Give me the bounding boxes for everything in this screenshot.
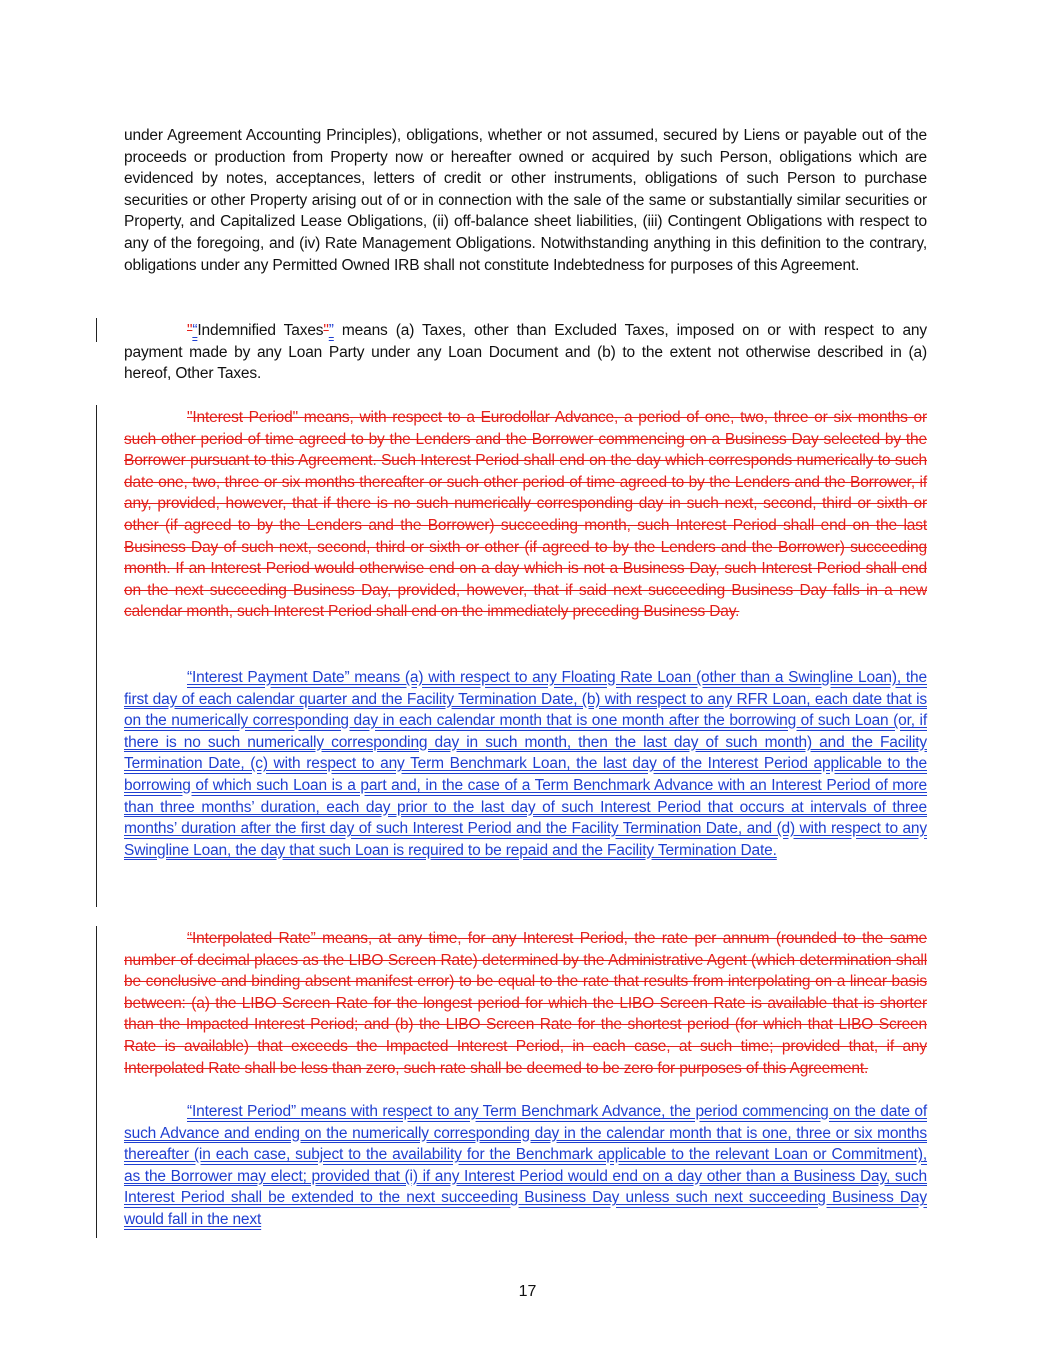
inserted-text: “Interest Payment Date” means (a) with respect to any Floating Rate Loan (other than a Swingline Loan), the first day of each calendar quarter and the Facility Termination Date, (b) with respect to any RFR Loan, each date that is on the numerically corresponding day in each calendar month that is one month after the borrowing of such Loan (or, if there is no such numerically corresponding day in such month, then the last day of such month) and the Facility Termination Date, (c) with respect to any Term Benchmark Loan, the last day of the Interest Period applicable to the borrowing of which such Loan is a part and, in the case of a Term Benchmark Advance with an Interest Period of more than three months’ duration, each day prior to the last day of such Interest Period that occurs at intervals of three months’ duration after the first day of such Interest Period and the Facility Termination Date, and (d) with respect to any Swingline Loan, the day that such Loan is required to be repaid and the Facility Termination Date. — [124, 669, 927, 859]
change-bar — [96, 926, 97, 1238]
paragraph-indemnified-taxes — [124, 320, 927, 385]
change-bar — [96, 318, 97, 342]
inserted-text: “Interest Period” means with respect to any Term Benchmark Advance, the period commencing on the date of such Advance and ending on the numerically corresponding day in the calendar month that is one, three or six months thereafter (in each case, subject to the availability for the Benchmark applicable to the relevant Loan or Commitment), as the Borrower may elect; provided that (i) if any Interest Period would end on a day other than a Business Day, such Interest Period shall be extended to the next succeeding Business Day unless such next succeeding Business Day would fall in the next — [124, 1103, 927, 1228]
deleted-quote: " — [187, 322, 193, 339]
inserted-quote: ” — [328, 322, 334, 339]
deleted-text: "Interest Period" means, with respect to a Eurodollar Advance, a period of one, two, three or six months or such other period of time agreed to by the Lenders and the Borrower commencing on a Business Day selected by the Borrower pursuant to this Agreement. Such Interest Period shall end on the day which corresponds numerically to such date one, two, three or six months thereafter or such other period of time agreed to by the Lenders and the Borrower, if any, provided, however, that if there is no such numerically corresponding day in such next, second, third or sixth or other (if agreed to by the Lenders and the Borrower) succeeding month, such Interest Period shall end on the last Business Day of such next, second, third or sixth or other (if agreed to by the Lenders and the Borrower) succeeding month. If an Interest Period would otherwise end on a day which is not a Business Day, such Interest Period shall end on the next succeeding Business Day, provided, however, that if said next succeeding Business Day falls in a new calendar month, such Interest Period shall end on the immediately preceding Business Day. — [124, 409, 927, 621]
page-number: 17 — [518, 1283, 537, 1300]
paragraph-deleted-interest-period — [124, 407, 927, 623]
paragraph-text: under Agreement Accounting Principles), obligations, whether or not assumed, secured by Liens or payable out of the proceeds or production from Property now or hereafter owned or acquired by such Person, obligations which are evidenced by notes, acceptances, letters of credit or other instruments, obligations of such Person to purchase securities or other Property arising out of or in connection with the sale of the same or substantially similar securities or Property, and Capitalized Lease Obligations, (ii) off-balance sheet liabilities, (iii) Contingent Obligations with respect to any of the foregoing, and (iv) Rate Management Obligations. Notwithstanding anything in this definition to the contrary, obligations under any Permitted Owned IRB shall not constitute Indebtedness for purposes of this Agreement. — [124, 127, 927, 274]
definition-text: means (a) Taxes, other than Excluded Taxes, imposed on or with respect to any payment made by any Loan Party under any Loan Document and (b) to the extent not otherwise described in (a) hereof, Other Taxes. — [124, 322, 927, 383]
paragraph-deleted-interpolated-rate — [124, 928, 927, 1079]
defined-term: Indemnified Taxes — [197, 322, 324, 339]
change-bar — [96, 405, 97, 907]
inserted-quote: “ — [192, 322, 198, 339]
paragraph-interest-payment-date — [124, 667, 927, 861]
paragraph-inserted-interest-period — [124, 1101, 927, 1231]
deleted-quote: " — [323, 322, 329, 339]
paragraph-indebtedness-continuation — [124, 125, 927, 276]
deleted-text: “Interpolated Rate” means, at any time, for any Interest Period, the rate per annum (rounded to the same number of decimal places as the LIBO Screen Rate) determined by the Administrative Agent (which determination shall be conclusive and binding absent manifest error) to be equal to the rate that results from interpolating on a linear basis between: (a) the LIBO Screen Rate for the longest period for which the LIBO Screen Rate is available that is shorter than the Impacted Interest Period; and (b) the LIBO Screen Rate for the shortest period (for which that LIBO Screen Rate is available) that exceeds the Impacted Interest Period, in each case, at such time; provided that, if any Interpolated Rate shall be less than zero, such rate shall be deemed to be zero for purposes of this Agreement. — [124, 930, 927, 1077]
